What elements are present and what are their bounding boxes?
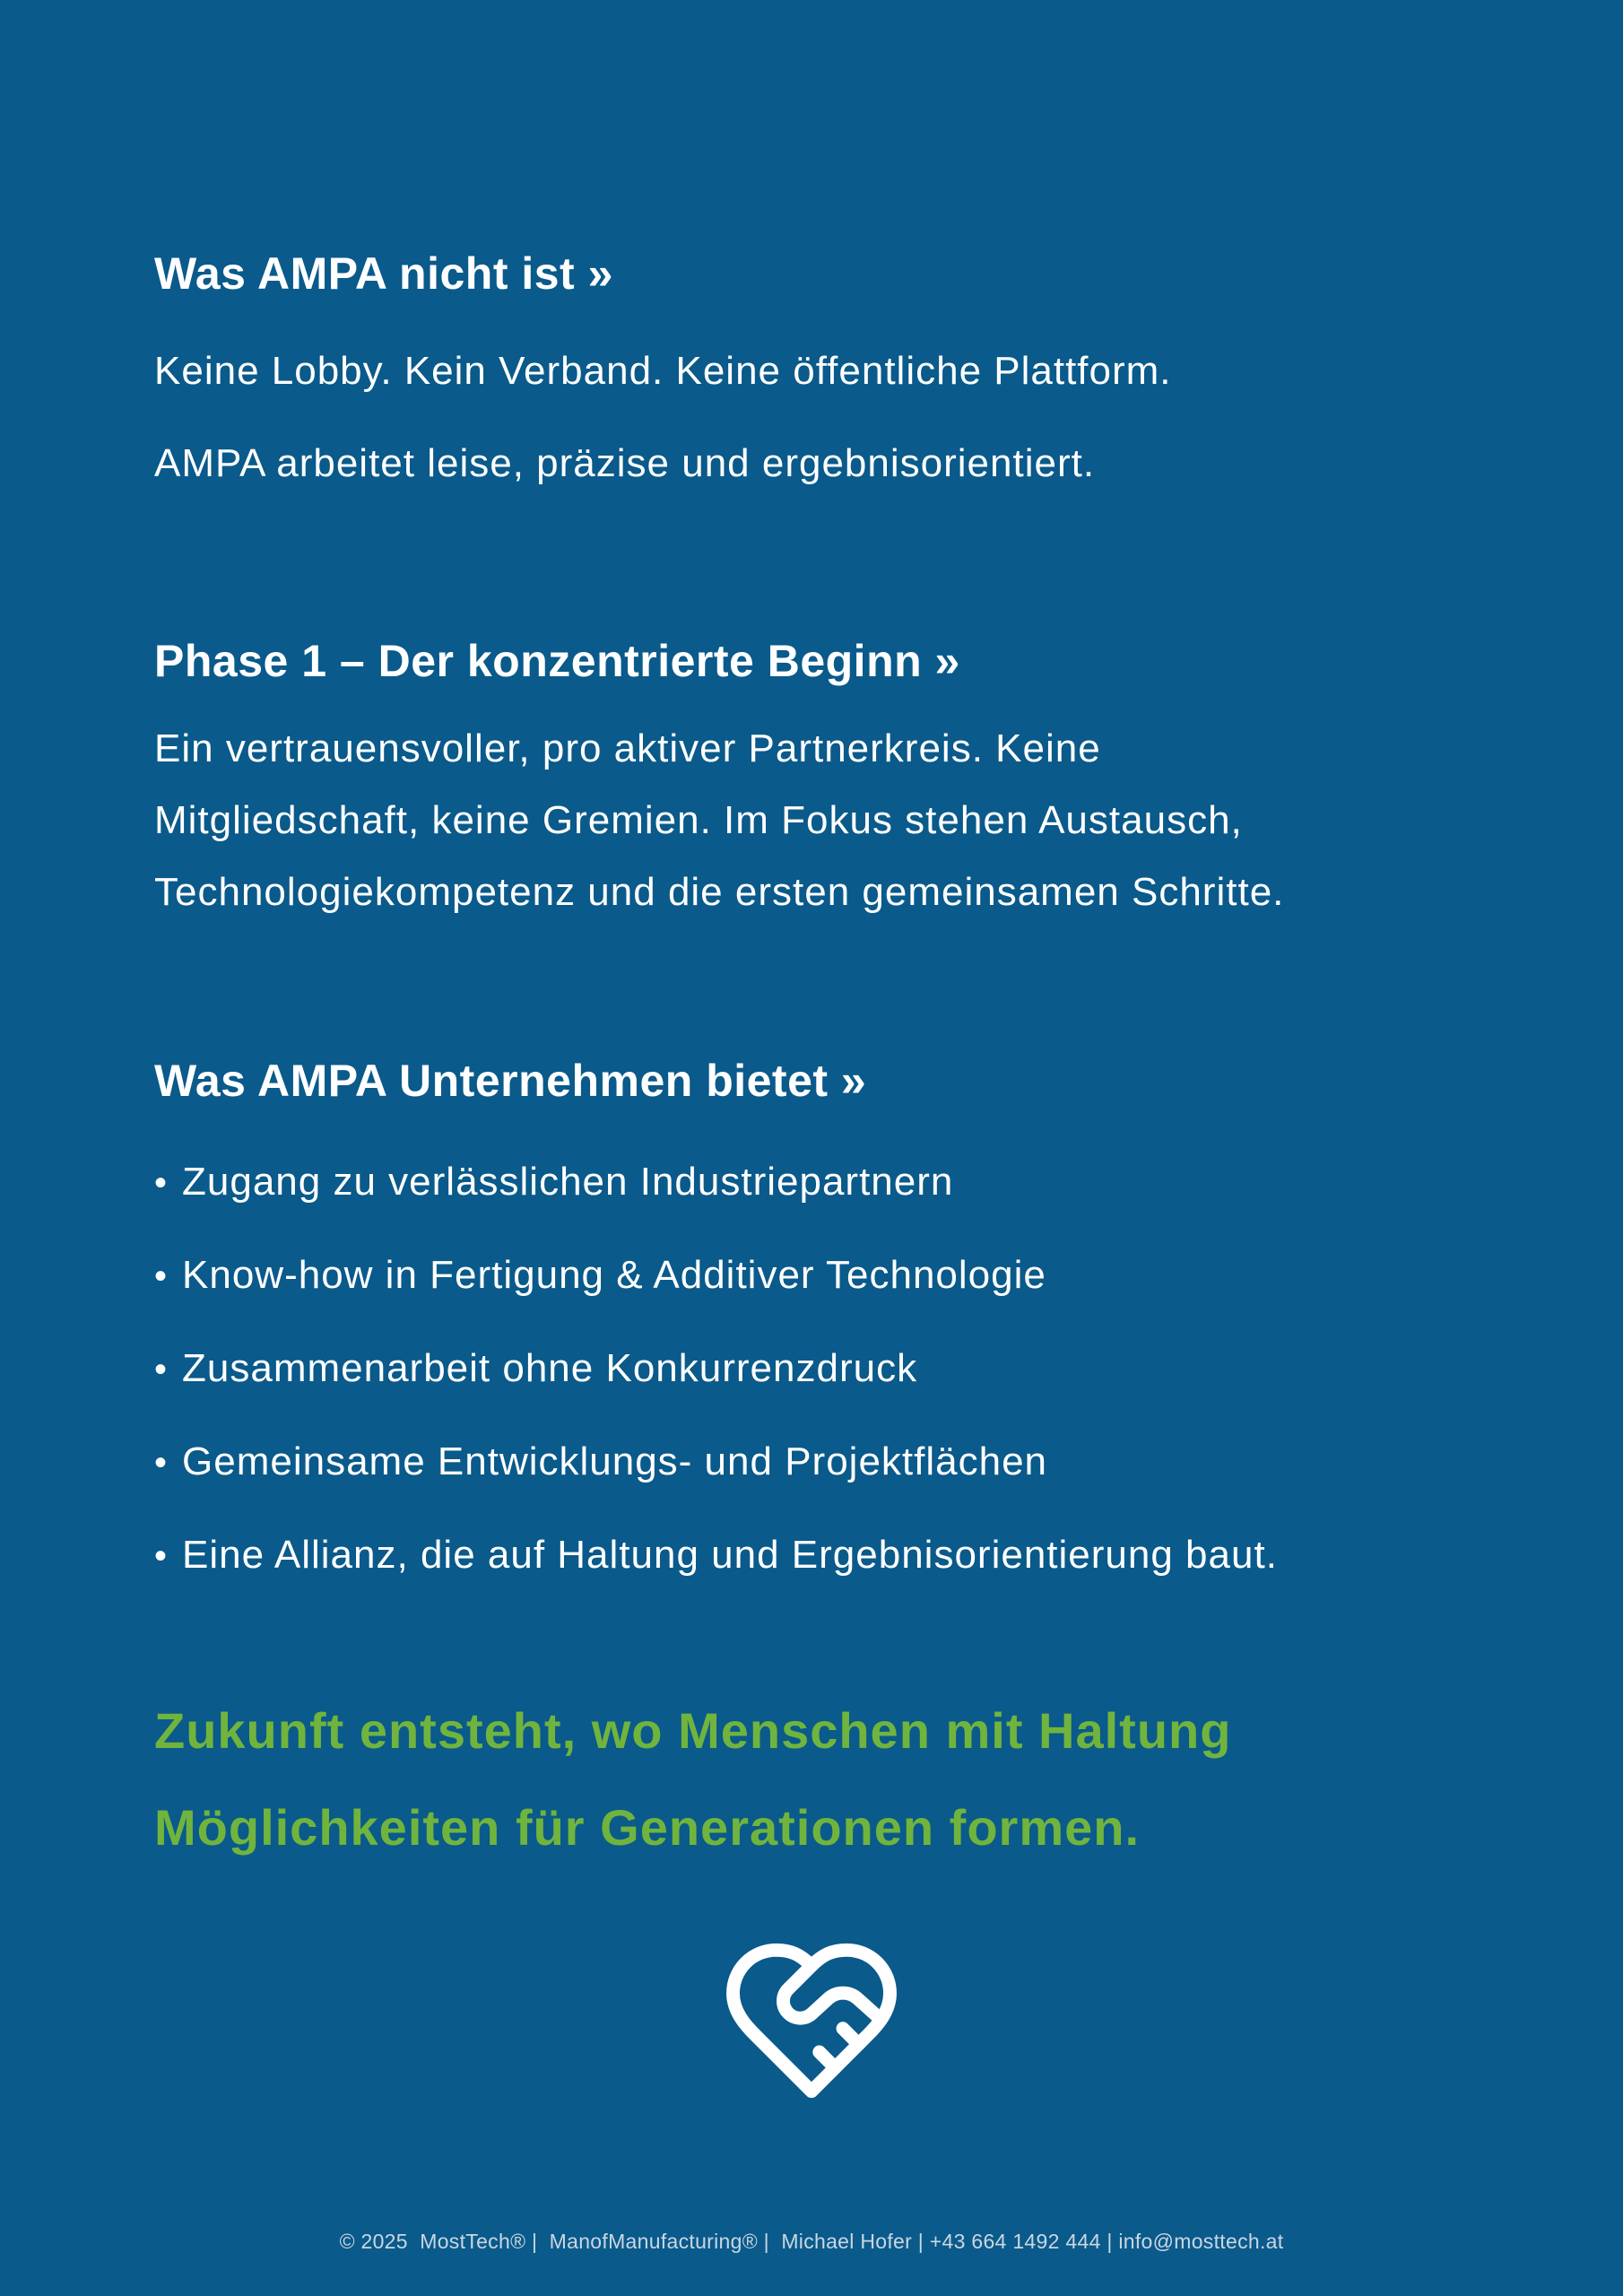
section-heading-what-ampa-is-not: Was AMPA nicht ist » <box>154 248 613 299</box>
closing-statement-line: Zukunft entsteht, wo Menschen mit Haltung <box>154 1702 1232 1759</box>
list-item-text: Zugang zu verlässlichen Industriepartnern <box>182 1160 954 1204</box>
list-item-text: Eine Allianz, die auf Haltung und Ergebnisorientierung baut. <box>182 1533 1278 1577</box>
offers-list <box>154 1135 1278 1602</box>
list-item <box>154 1509 1278 1602</box>
closing-statement <box>154 1683 1231 1876</box>
bullet-icon: • <box>154 1443 169 1483</box>
list-item <box>154 1229 1278 1322</box>
paragraph-line: Ein vertrauensvoller, pro aktiver Partnerkreis. Keine <box>154 726 1101 770</box>
section-heading-what-ampa-offers: Was AMPA Unternehmen bietet » <box>154 1056 867 1106</box>
bullet-icon: • <box>154 1536 169 1576</box>
paragraph-line: Mitgliedschaft, keine Gremien. Im Fokus stehen Austausch, <box>154 798 1243 842</box>
bullet-icon: • <box>154 1350 169 1389</box>
bullet-icon: • <box>154 1257 169 1296</box>
list-item-text: Know-how in Fertigung & Additiver Technologie <box>182 1253 1046 1297</box>
list-item-text: Zusammenarbeit ohne Konkurrenzdruck <box>182 1346 918 1390</box>
bullet-icon: • <box>154 1163 169 1203</box>
list-item <box>154 1322 1278 1415</box>
phase-1-paragraph <box>154 713 1284 928</box>
list-item-text: Gemeinsame Entwicklungs- und Projektflächen <box>182 1439 1048 1483</box>
footer-text: © 2025 MostTech® | ManofManufacturing® | Michael Hofer | +43 664 1492 444 | info@mosttech.at <box>339 2230 1284 2253</box>
heart-handshake-icon <box>717 1926 906 2115</box>
paragraph-line: Technologiekompetenz und die ersten gemeinsamen Schritte. <box>154 870 1285 914</box>
section-heading-phase-1: Phase 1 – Der konzentrierte Beginn » <box>154 636 960 686</box>
closing-statement-line: Möglichkeiten für Generationen formen. <box>154 1799 1141 1856</box>
list-item <box>154 1135 1278 1229</box>
paragraph-line: Keine Lobby. Kein Verband. Keine öffentliche Plattform. <box>154 349 1172 393</box>
list-item <box>154 1415 1278 1509</box>
paragraph-line: AMPA arbeitet leise, präzise und ergebnisorientiert. <box>154 441 1096 485</box>
